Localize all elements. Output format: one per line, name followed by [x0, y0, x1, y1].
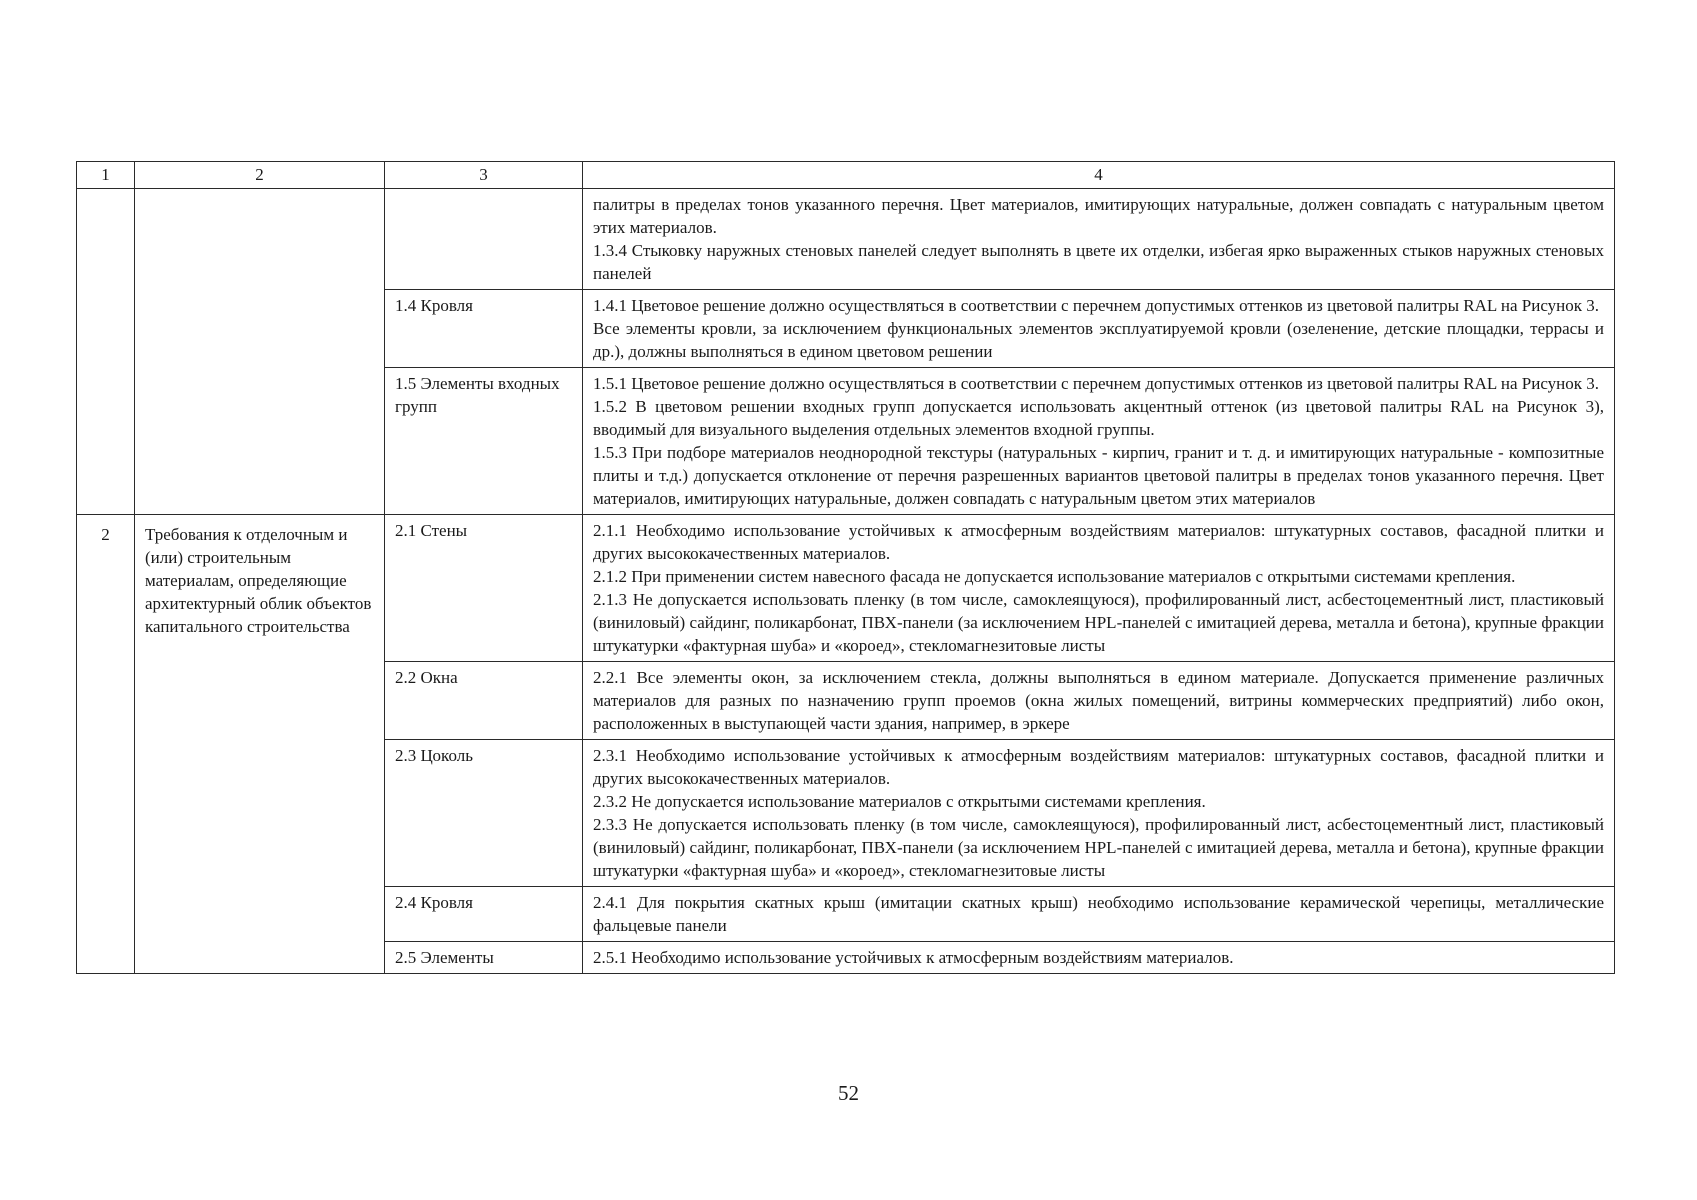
- section-1-number-cell: [77, 189, 135, 515]
- section-requirement: Требования к отделочным и (или) строительным материалам, определяющие архитектурный облик объектов капитального строительства: [135, 515, 385, 974]
- description-paragraph: Все элементы кровли, за исключением функциональных элементов эксплуатируемой кровли (озеленение, детские площадки, террасы и др.), должны выполняться в едином цветовом решении: [593, 319, 1604, 361]
- description-paragraph: 2.3.1 Необходимо использование устойчивых к атмосферным воздействиям материалов: штукатурных составов, фасадной плитки и других высококачественных материалов.: [593, 746, 1604, 788]
- description-paragraph: 2.2.1 Все элементы окон, за исключением стекла, должны выполняться в едином материале. Допускается применение различных материалов для разных по назначению групп проемов (окна жилых помещений, витрины коммерческих предприятий) либо окон, расположенных в выступающей части здания, например, в эркере: [593, 668, 1604, 733]
- requirements-table: [76, 161, 1615, 974]
- subsection-description: [583, 515, 1615, 662]
- subsection-label: 1.5 Элементы входных групп: [385, 368, 583, 515]
- description-paragraph: 2.3.3 Не допускается использовать пленку (в том числе, самоклеящуюся), профилированный лист, асбестоцементный лист, пластиковый (виниловый) сайдинг, поликарбонат, ПВХ-панели (за исключением HPL-панелей с имитацией дерева, металла и бетона), крупные фракции штукатурки «фактурная шуба» и «короед», стекломагнезитовые листы: [593, 815, 1604, 880]
- description-paragraph: 1.4.1 Цветовое решение должно осуществляться в соответствии с перечнем допустимых оттенков из цветовой палитры RAL на Рисунок 3.: [593, 296, 1600, 315]
- subsection-description: [583, 368, 1615, 515]
- subsection-label: 2.3 Цоколь: [385, 740, 583, 887]
- page-number: 52: [838, 1081, 859, 1105]
- description-paragraph: 2.4.1 Для покрытия скатных крыш (имитации скатных крыш) необходимо использование керамической черепицы, металлические фальцевые панели: [593, 893, 1604, 935]
- table-row: [77, 189, 1615, 290]
- subsection-description: [583, 887, 1615, 942]
- subsection-label: 2.1 Стены: [385, 515, 583, 662]
- subsection-description: [583, 942, 1615, 974]
- section-1-requirement-cell: [135, 189, 385, 515]
- subsection-description: [583, 290, 1615, 368]
- description-paragraph: 1.3.4 Стыковку наружных стеновых панелей следует выполнять в цвете их отделки, избегая ярко выраженных стыков наружных стеновых панелей: [593, 241, 1604, 283]
- description-paragraph: палитры в пределах тонов указанного перечня. Цвет материалов, имитирующих натуральные, должен совпадать с натуральным цветом этих материалов.: [593, 195, 1604, 237]
- section-number: 2: [77, 515, 135, 974]
- column-header-1: 1: [77, 162, 135, 189]
- description-paragraph: 1.5.2 В цветовом решении входных групп допускается использовать акцентный оттенок (из цветовой палитры RAL на Рисунок 3), вводимый для визуального выделения отдельных элементов входной группы.: [593, 397, 1604, 439]
- subsection-label: 1.4 Кровля: [385, 290, 583, 368]
- column-header-3: 3: [385, 162, 583, 189]
- subsection-description: [583, 189, 1615, 290]
- description-paragraph: 1.5.1 Цветовое решение должно осуществляться в соответствии с перечнем допустимых оттенков из цветовой палитры RAL на Рисунок 3.: [593, 374, 1600, 393]
- subsection-description: [583, 740, 1615, 887]
- subsection-label: [385, 189, 583, 290]
- table-row: [77, 515, 1615, 662]
- description-paragraph: 2.1.3 Не допускается использовать пленку (в том числе, самоклеящуюся), профилированный лист, асбестоцементный лист, пластиковый (виниловый) сайдинг, поликарбонат, ПВХ-панели (за исключением HPL-панелей с имитацией дерева, металла и бетона), крупные фракции штукатурки «фактурная шуба» и «короед», стекломагнезитовые листы: [593, 590, 1604, 655]
- table-header-row: [77, 162, 1615, 189]
- subsection-description: [583, 662, 1615, 740]
- column-header-4: 4: [583, 162, 1615, 189]
- description-paragraph: 2.1.2 При применении систем навесного фасада не допускается использование материалов с открытыми системами крепления.: [593, 567, 1516, 586]
- description-paragraph: 2.1.1 Необходимо использование устойчивых к атмосферным воздействиям материалов: штукатурных составов, фасадной плитки и других высококачественных материалов.: [593, 521, 1604, 563]
- subsection-label: 2.2 Окна: [385, 662, 583, 740]
- subsection-label: 2.4 Кровля: [385, 887, 583, 942]
- description-paragraph: 1.5.3 При подборе материалов неоднородной текстуры (натуральных - кирпич, гранит и т. д. и имитирующих натуральные - композитные плиты и т.д.) допускается отклонение от перечня разрешенных вариантов цветовой палитры в пределах тонов указанного перечня. Цвет материалов, имитирующих натуральные, должен совпадать с натуральным цветом этих материалов: [593, 443, 1604, 508]
- description-paragraph: 2.3.2 Не допускается использование материалов с открытыми системами крепления.: [593, 792, 1206, 811]
- description-paragraph: 2.5.1 Необходимо использование устойчивых к атмосферным воздействиям материалов.: [593, 948, 1234, 967]
- subsection-label: 2.5 Элементы: [385, 942, 583, 974]
- column-header-2: 2: [135, 162, 385, 189]
